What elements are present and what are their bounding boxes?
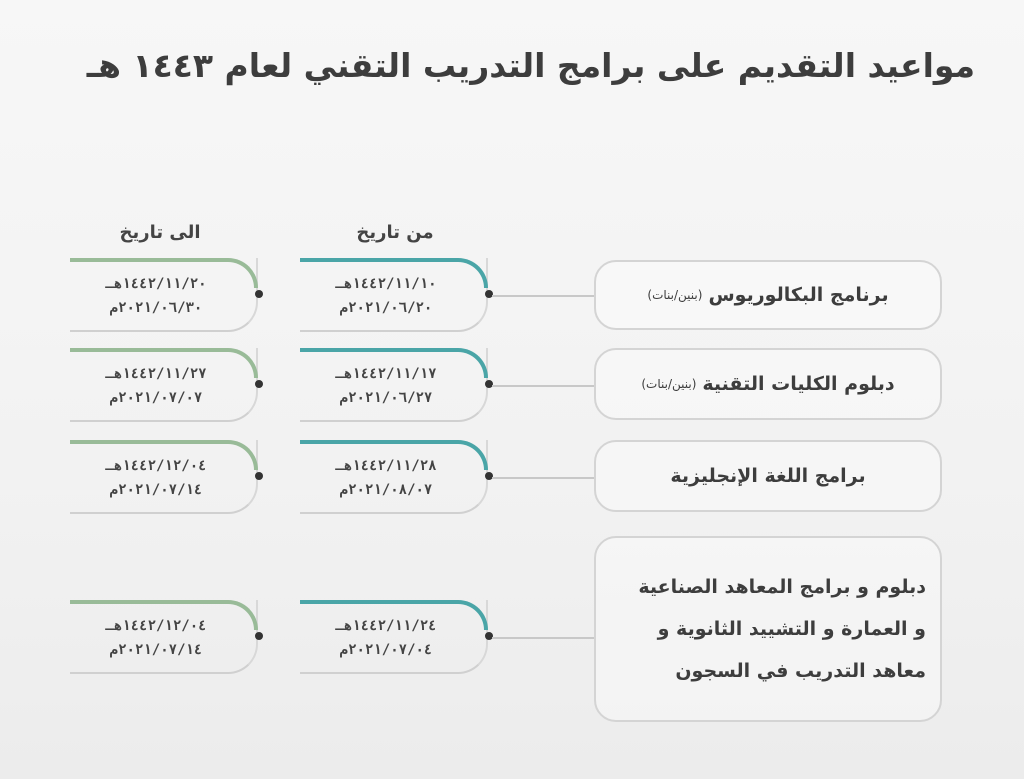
from-date-box-english	[300, 440, 488, 514]
program-bachelor	[594, 260, 942, 330]
program-label: برنامج البكالوريوس	[708, 284, 889, 306]
from-date-hijri: ١٤٤٢/١١/٢٤هـ	[335, 618, 437, 634]
connector-line	[492, 385, 594, 387]
from-date-gregorian: ٢٠٢١/٠٨/٠٧م	[339, 482, 433, 498]
to-date-box-institutes	[70, 600, 258, 674]
to-date-gregorian: ٢٠٢١/٠٧/١٤م	[109, 642, 203, 658]
from-date-hijri: ١٤٤٢/١١/٢٨هـ	[335, 458, 437, 474]
to-date-box-bachelor	[70, 258, 258, 332]
program-label-line: و العمارة و التشييد الثانوية و	[657, 618, 926, 640]
from-date-gregorian: ٢٠٢١/٠٦/٢٠م	[339, 300, 433, 316]
to-date-hijri: ١٤٤٢/١١/٢٧هـ	[105, 366, 207, 382]
program-note: (بنين/بنات)	[641, 377, 697, 391]
page-title: مواعيد التقديم على برامج التدريب التقني لعام ١٤٤٣ هـ	[86, 46, 975, 85]
to-date-hijri: ١٤٤٢/١١/٢٠هـ	[105, 276, 207, 292]
from-date-gregorian: ٢٠٢١/٠٧/٠٤م	[339, 642, 433, 658]
to-date-box-diploma	[70, 348, 258, 422]
from-date-box-diploma	[300, 348, 488, 422]
from-date-hijri: ١٤٤٢/١١/١٧هـ	[335, 366, 437, 382]
program-label-line: معاهد التدريب في السجون	[675, 660, 926, 682]
from-date-box-bachelor	[300, 258, 488, 332]
connector-line	[492, 637, 594, 639]
to-date-hijri: ١٤٤٢/١٢/٠٤هـ	[105, 458, 207, 474]
from-date-hijri: ١٤٤٢/١١/١٠هـ	[335, 276, 437, 292]
from-date-header: من تاريخ	[356, 222, 434, 243]
from-date-box-institutes	[300, 600, 488, 674]
to-date-box-english	[70, 440, 258, 514]
program-label: دبلوم الكليات التقنية	[702, 373, 895, 395]
program-label: برامج اللغة الإنجليزية	[670, 465, 866, 487]
program-english	[594, 440, 942, 512]
to-date-header: الى تاريخ	[119, 222, 201, 243]
to-date-gregorian: ٢٠٢١/٠٧/١٤م	[109, 482, 203, 498]
to-date-hijri: ١٤٤٢/١٢/٠٤هـ	[105, 618, 207, 634]
program-label-line: دبلوم و برامج المعاهد الصناعية	[638, 576, 926, 598]
program-technical-colleges	[594, 348, 942, 420]
connector-line	[492, 295, 594, 297]
to-date-gregorian: ٢٠٢١/٠٦/٣٠م	[109, 300, 203, 316]
program-note: (بنين/بنات)	[647, 288, 703, 302]
from-date-gregorian: ٢٠٢١/٠٦/٢٧م	[339, 390, 433, 406]
to-date-gregorian: ٢٠٢١/٠٧/٠٧م	[109, 390, 203, 406]
program-industrial-institutes	[594, 536, 942, 722]
connector-line	[492, 477, 594, 479]
